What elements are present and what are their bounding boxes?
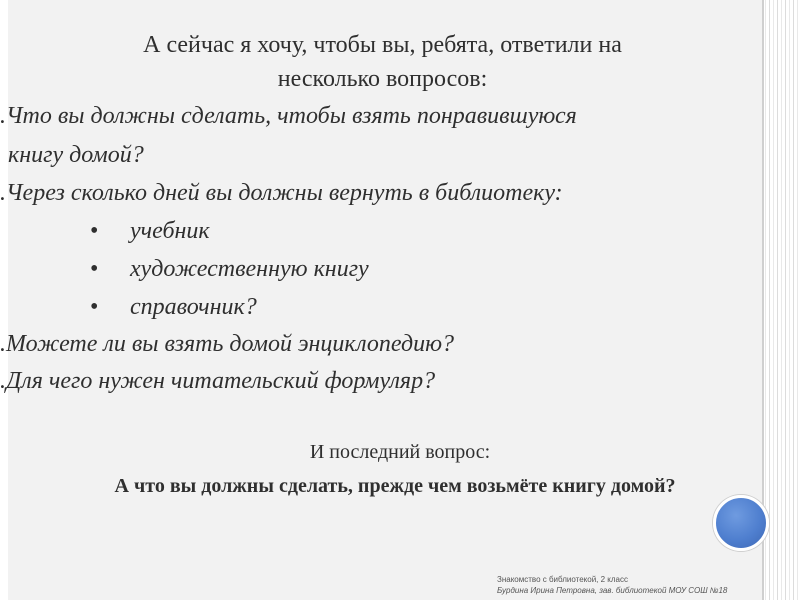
- blue-circle-icon: [713, 495, 769, 551]
- question-1-line-1: .Что вы должны сделать, чтобы взять понравившуюся: [0, 103, 577, 129]
- bullet-text: учебник: [130, 218, 210, 244]
- bullet-item: [90, 294, 257, 321]
- question-3: .Можете ли вы взять домой энциклопедию?: [0, 331, 455, 357]
- bullet-item: [90, 218, 210, 245]
- title-line-1: А сейчас я хочу, чтобы вы, ребята, ответили на: [143, 32, 622, 58]
- bullet-item: [90, 256, 369, 283]
- footer-line-2: Бурдина Ирина Петровна, зав. библиотекой МОУ СОШ №18: [497, 586, 728, 595]
- right-decorative-stripes: [762, 0, 800, 600]
- question-2: .Через сколько дней вы должны вернуть в библиотеку:: [0, 180, 563, 206]
- final-intro: И последний вопрос:: [309, 441, 491, 463]
- final-question: А что вы должны сделать, прежде чем возьмёте книгу домой?: [114, 475, 676, 497]
- bullet-marker: •: [90, 294, 99, 320]
- title-line-2: несколько вопросов:: [277, 66, 488, 92]
- bullet-marker: •: [90, 256, 99, 282]
- question-4: .Для чего нужен читательский формуляр?: [0, 368, 436, 394]
- bullet-marker: •: [90, 218, 99, 244]
- slide-title: [30, 28, 735, 96]
- left-rail: [0, 0, 8, 600]
- footer-line-1: Знакомство с библиотекой, 2 класс: [497, 575, 628, 584]
- bullet-text: художественную книгу: [130, 256, 369, 282]
- bullet-text: справочник?: [130, 294, 257, 320]
- question-1-line-2: книгу домой?: [8, 142, 144, 168]
